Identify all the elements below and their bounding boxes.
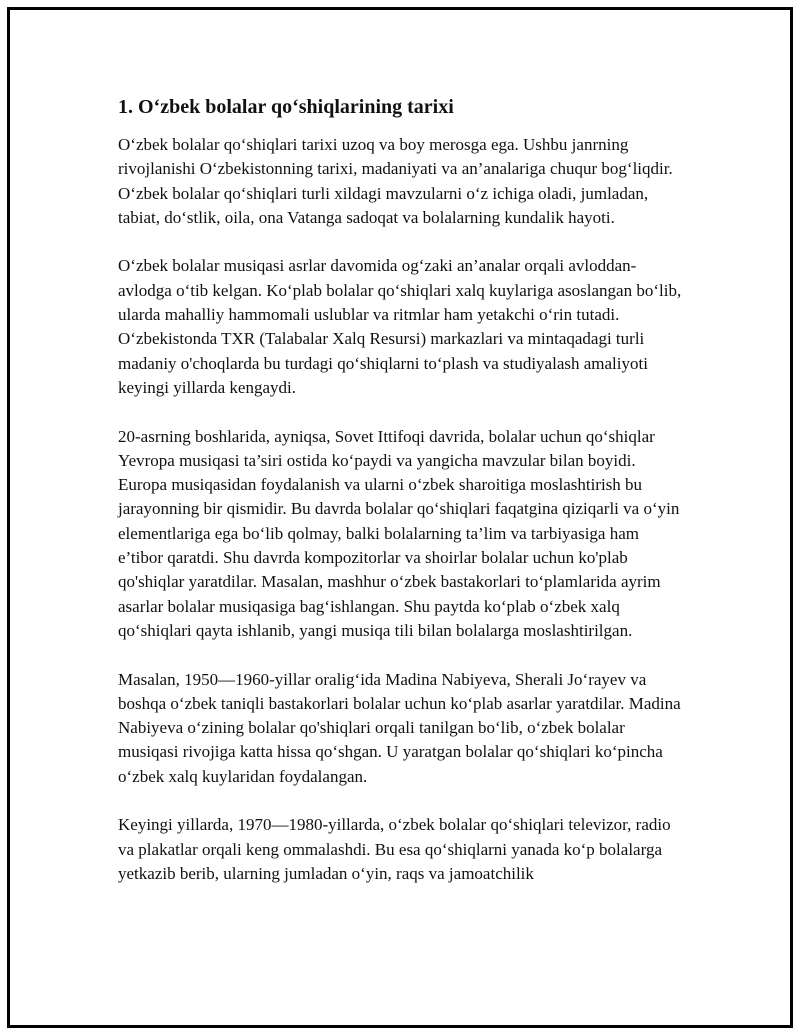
- paragraph-later-years: Keyingi yillarda, 1970—1980-yillarda, o‘zbek bolalar qo‘shiqlari televizor, radio va plakatlar orqali keng ommalashdi. Bu esa qo‘shiqlarni yanada ko‘p bolalarga yetkazib berib, ularning jumladan o‘yin, raqs va jamoatchilik: [118, 815, 671, 883]
- paragraph-composers: Masalan, 1950—1960-yillar oralig‘ida Madina Nabiyeva, Sherali Jo‘rayev va boshqa o‘zbek taniqli bastakorlari bolalar uchun ko‘plab asarlar yaratdilar. Madina Nabiyeva o‘zining bolalar qo'shiqlari orqali tanilgan bo‘lib, o‘zbek bolalar musiqasi rivojiga katta hissa qo‘shgan. U yaratgan bolalar qo‘shiqlari ko‘pincha o‘zbek xalq kuylaridan foydalangan.: [118, 669, 681, 786]
- paragraph-soviet-era: 20-asrning boshlarida, ayniqsa, Sovet Ittifoqi davrida, bolalar uchun qo‘shiqlar Yevropa musiqasi ta’siri ostida ko‘paydi va yangicha mavzular bilan boyidi. Europa musiqasidan foydalanish va ularni o‘zbek sharoitiga moslashtirish bu jarayonning bir qismidir. Bu davrda bolalar qo‘shiqlari faqatgina qiziqarli va o‘yin elementlariga ega bo‘lib qolmay, balki bolalarning ta’lim va tarbiyasiga ham e’tibor qaratdi. Shu davrda kompozitorlar va shoirlar bolalar uchun ko'plab qo'shiqlar yaratdilar. Masalan, mashhur o‘zbek bastakorlari to‘plamlarida ayrim asarlar bolalar musiqasiga bag‘ishlangan. Shu paytda ko‘plab o‘zbek xalq qo‘shiqlari qayta ishlanib, yangi musiqa tili bilan bolalarga moslashtirilgan.: [118, 426, 680, 640]
- section-heading: 1. O‘zbek bolalar qo‘shiqlarining tarixi: [118, 96, 454, 118]
- document-body: [118, 93, 688, 911]
- paragraph-oral-tradition: O‘zbek bolalar musiqasi asrlar davomida og‘zaki an’analar orqali avloddan-avlodga o‘tib kelgan. Ko‘plab bolalar qo‘shiqlari xalq kuylariga asoslangan bo‘lib, ularda mahalliy hammomali uslublar va ritmlar ham yetakchi o‘rin tutadi. O‘zbekistonda TXR (Talabalar Xalq Resursi) markazlari va mintaqadagi turli madaniy o'choqlarda bu turdagi qo‘shiqlarni to‘plash va studiyalash amaliyoti keyingi yillarda kengaydi.: [118, 256, 682, 397]
- paragraph-intro: O‘zbek bolalar qo‘shiqlari tarixi uzoq va boy merosga ega. Ushbu janrning rivojlanishi O‘zbekistonning tarixi, madaniyati va an’analariga chuqur bog‘liqdir. O‘zbek bolalar qo‘shiqlari turli xildagi mavzularni o‘z ichiga oladi, jumladan, tabiat, do‘stlik, oila, ona Vatanga sadoqat va bolalarning kundalik hayoti.: [118, 135, 673, 227]
